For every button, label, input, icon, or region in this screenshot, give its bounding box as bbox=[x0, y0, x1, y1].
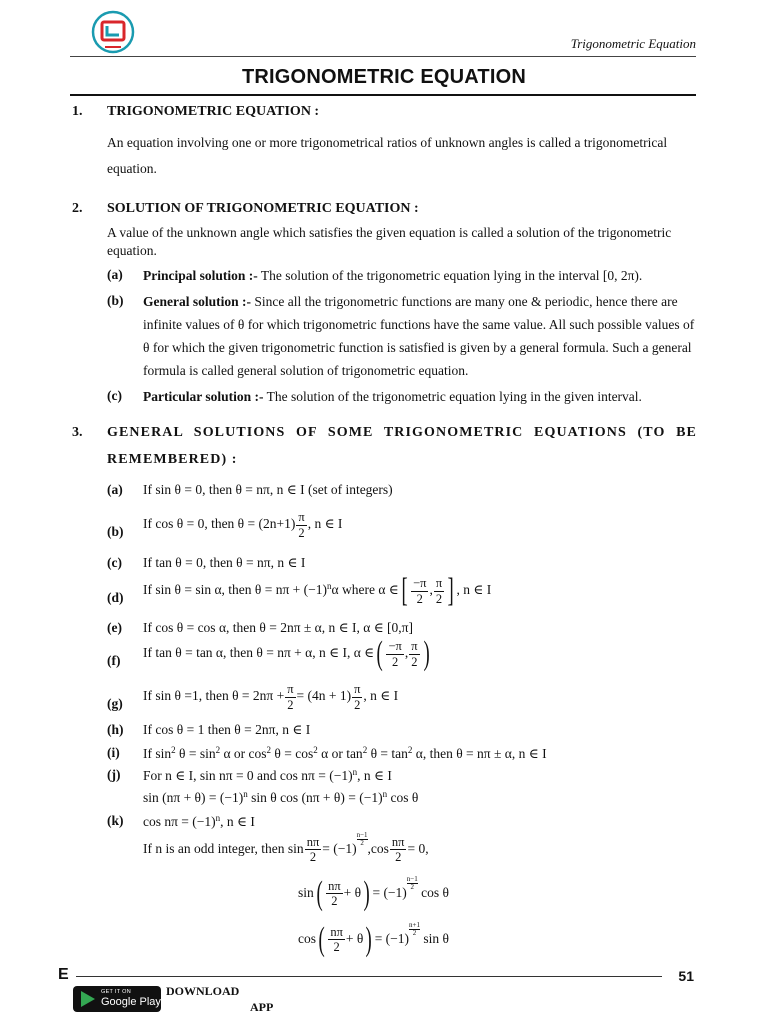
item-2c-text bbox=[143, 385, 699, 408]
item-3j-line2 bbox=[143, 789, 418, 806]
section-1-number: 1. bbox=[72, 104, 83, 119]
k-part: cos θ bbox=[417, 885, 449, 900]
exponent-2: 2 bbox=[266, 745, 272, 755]
item-2c-term: Particular solution :- bbox=[143, 389, 264, 404]
left-paren: ( bbox=[376, 635, 383, 672]
numerator: n−1 bbox=[356, 831, 368, 839]
item-3c-label: (c) bbox=[107, 555, 122, 570]
numerator: π bbox=[435, 576, 443, 590]
left-bracket: [ bbox=[401, 572, 408, 609]
right-paren: ) bbox=[423, 635, 430, 672]
denominator: 2 bbox=[411, 591, 428, 606]
item-3b-label: (b) bbox=[107, 524, 124, 539]
numerator: nπ bbox=[306, 834, 320, 849]
badge-big-text: Google Play bbox=[101, 996, 161, 1008]
denominator: 2 bbox=[407, 883, 418, 891]
section-2-number: 2. bbox=[72, 201, 83, 216]
app-label[interactable]: APP bbox=[250, 1000, 274, 1014]
numerator: π bbox=[411, 639, 418, 653]
n-pi-over-2-fraction bbox=[326, 880, 343, 908]
item-3k-line1 bbox=[143, 813, 255, 830]
exponent-n: n bbox=[243, 789, 248, 799]
k-part: ,cos bbox=[367, 841, 389, 856]
item-3a-label: (a) bbox=[107, 482, 123, 497]
item-3g-equation bbox=[143, 683, 398, 711]
logo-graphic bbox=[88, 8, 138, 58]
numerator: n−1 bbox=[406, 875, 418, 883]
header-divider bbox=[70, 56, 696, 57]
item-3k-odd-equation bbox=[143, 832, 429, 864]
pi-over-2-fraction bbox=[409, 640, 419, 668]
i-part: α, then θ = nπ ± α, n ∈ I bbox=[412, 746, 547, 761]
numerator: π bbox=[287, 682, 294, 696]
item-3d-label: (d) bbox=[107, 590, 124, 605]
j-part: , n ∈ I bbox=[357, 768, 392, 783]
pi-over-2-fraction bbox=[296, 511, 306, 539]
section-1-text: An equation involving one or more trigonometrical ratios of unknown angles is called a trigonometrical equation. bbox=[107, 135, 668, 176]
item-3b-post: , n ∈ I bbox=[307, 516, 343, 532]
denominator: 2 bbox=[357, 839, 368, 847]
n-pi-over-2-fraction bbox=[305, 836, 322, 864]
neg-pi-over-2-fraction bbox=[386, 640, 403, 668]
item-3d-post: , n ∈ I bbox=[456, 582, 492, 598]
item-3d-equation bbox=[143, 572, 492, 609]
footer-letter: E bbox=[58, 966, 69, 983]
item-3f-equation bbox=[143, 635, 432, 672]
k-part: sin θ bbox=[419, 931, 449, 946]
k-part: cos bbox=[298, 931, 316, 946]
item-2a-text bbox=[143, 264, 699, 287]
numerator: n+1 bbox=[409, 921, 420, 929]
k-part: cos nπ = (−1) bbox=[143, 814, 216, 829]
item-3d-pre: If sin θ = sin α, then θ = nπ + (−1) bbox=[143, 582, 328, 598]
item-2c-body: The solution of the trigonometric equation lying in the given interval. bbox=[263, 389, 642, 404]
section-2-text: A value of the unknown angle which satisfies the given equation is called a solution of the trigonometric equation. bbox=[107, 225, 672, 258]
item-3e-equation: If cos θ = cos α, then θ = 2nπ ± α, n ∈ I, α ∈ [0,π] bbox=[143, 620, 413, 635]
neg-pi-over-2-fraction bbox=[411, 577, 428, 605]
footer-divider bbox=[76, 976, 662, 977]
badge-small-text: GET IT ON bbox=[101, 989, 132, 995]
denominator: 2 bbox=[328, 939, 345, 954]
j-part: sin (nπ + θ) = (−1) bbox=[143, 790, 244, 805]
item-2a-body: The solution of the trigonometric equation lying in the interval [0, 2π). bbox=[257, 268, 643, 283]
item-3g-pre: If sin θ =1, then θ = 2nπ + bbox=[143, 688, 285, 704]
k-part: + θ bbox=[343, 885, 362, 900]
numerator: π bbox=[298, 510, 305, 524]
item-3f-label: (f) bbox=[107, 653, 121, 668]
exponent-fraction bbox=[409, 922, 420, 937]
item-3k-sin-equation bbox=[298, 874, 449, 912]
left-paren: ( bbox=[318, 920, 325, 958]
right-bracket: ] bbox=[447, 572, 454, 609]
k-odd-text: If n is an odd integer, then bbox=[143, 841, 285, 856]
section-3-number: 3. bbox=[72, 425, 83, 440]
n-pi-over-2-fraction bbox=[328, 926, 345, 954]
item-3a-equation: If sin θ = 0, then θ = nπ, n ∈ I (set of integers) bbox=[143, 482, 393, 497]
exponent-fraction bbox=[407, 876, 418, 891]
section-3-heading-line2: REMEMBERED) : bbox=[107, 452, 238, 467]
item-3j-line1 bbox=[143, 767, 392, 784]
google-play-badge[interactable] bbox=[73, 986, 161, 1012]
denominator: 2 bbox=[409, 654, 419, 669]
numerator: −π bbox=[413, 576, 427, 590]
exponent-n: n bbox=[352, 767, 358, 777]
play-icon bbox=[81, 991, 95, 1007]
denominator: 2 bbox=[296, 525, 306, 540]
page-title: TRIGONOMETRIC EQUATION bbox=[241, 66, 527, 88]
right-paren: ) bbox=[365, 920, 373, 958]
k-part: , n ∈ I bbox=[220, 814, 255, 829]
pi-over-2-fraction bbox=[352, 683, 362, 711]
item-3b-equation bbox=[143, 511, 342, 539]
j-part: sin θ cos (nπ + θ) = (−1) bbox=[247, 790, 383, 805]
brand-logo bbox=[88, 8, 138, 58]
item-3g-post: , n ∈ I bbox=[363, 688, 399, 704]
numerator: π bbox=[354, 682, 361, 696]
k-part: sin bbox=[287, 841, 304, 856]
k-part: sin bbox=[298, 885, 314, 900]
denominator: 2 bbox=[326, 893, 343, 908]
item-3e-label: (e) bbox=[107, 620, 122, 635]
item-3k-label: (k) bbox=[107, 813, 124, 828]
i-part: α or cos bbox=[220, 746, 267, 761]
left-paren: ( bbox=[316, 874, 323, 912]
item-2b-label: (b) bbox=[107, 293, 124, 308]
section-2-heading: SOLUTION OF TRIGONOMETRIC EQUATION : bbox=[107, 201, 419, 216]
item-3i-label: (i) bbox=[107, 745, 120, 760]
numerator: nπ bbox=[391, 834, 405, 849]
n-pi-over-2-fraction bbox=[390, 836, 407, 864]
numerator: nπ bbox=[328, 878, 341, 893]
pi-over-2-fraction bbox=[285, 683, 295, 711]
k-part: = (−1) bbox=[372, 885, 407, 900]
comma: , bbox=[429, 582, 433, 598]
title-underline bbox=[70, 94, 696, 96]
header-chapter-title: Trigonometric Equation bbox=[570, 36, 696, 51]
exponent-fraction bbox=[357, 832, 368, 847]
denominator: 2 bbox=[352, 697, 362, 712]
item-2b-body: Since all the trigonometric functions are many one & periodic, hence there are infinite values of θ for which trigonometric functions have the same value. All such possible values of θ for which the given trigonometric function is satisfied is given by a general formula. Such a general formula is called general solution of trigonometric equation. bbox=[143, 294, 695, 378]
numerator: −π bbox=[388, 639, 402, 653]
item-3h-equation: If cos θ = 1 then θ = 2nπ, n ∈ I bbox=[143, 722, 311, 737]
section-1-heading: TRIGONOMETRIC EQUATION : bbox=[107, 104, 320, 119]
denominator: 2 bbox=[305, 849, 322, 864]
item-3j-label: (j) bbox=[107, 767, 121, 782]
item-2c-label: (c) bbox=[107, 388, 122, 403]
item-3d-mid: α where α ∈ bbox=[331, 582, 399, 598]
j-part: For n ∈ I, sin nπ = 0 and cos nπ = (−1) bbox=[143, 768, 353, 783]
section-3-heading-line1: GENERAL SOLUTIONS OF SOME TRIGONOMETRIC EQUATIONS (TO BE bbox=[107, 425, 697, 440]
k-part: = (−1) bbox=[322, 841, 357, 856]
denominator: 2 bbox=[390, 849, 407, 864]
item-3c-equation: If tan θ = 0, then θ = nπ, n ∈ I bbox=[143, 555, 306, 570]
exponent-2: 2 bbox=[171, 745, 176, 755]
comma: , bbox=[404, 645, 409, 661]
exponent-2: 2 bbox=[407, 745, 413, 755]
k-part: = (−1) bbox=[374, 931, 410, 946]
exponent-2: 2 bbox=[313, 745, 318, 755]
pi-over-2-fraction bbox=[434, 577, 444, 605]
i-part: θ = cos bbox=[271, 746, 314, 761]
page-number: 51 bbox=[678, 968, 694, 984]
item-3f-pre: If tan θ = tan α, then θ = nπ + α, n ∈ I, α ∈ bbox=[143, 645, 375, 661]
item-3b-pre: If cos θ = 0, then θ = (2n+1) bbox=[143, 516, 296, 532]
i-part: If sin bbox=[143, 746, 172, 761]
download-label[interactable]: DOWNLOAD bbox=[166, 984, 240, 998]
exponent-n: n bbox=[382, 789, 388, 799]
item-2b-term: General solution :- bbox=[143, 294, 251, 309]
denominator: 2 bbox=[386, 654, 403, 669]
item-2a-label: (a) bbox=[107, 267, 123, 282]
right-paren: ) bbox=[363, 874, 370, 912]
item-3g-mid: = (4n + 1) bbox=[296, 688, 352, 704]
numerator: nπ bbox=[330, 924, 343, 939]
denominator: 2 bbox=[409, 929, 420, 937]
denominator: 2 bbox=[285, 697, 295, 712]
exponent-2: 2 bbox=[362, 745, 368, 755]
k-part: = 0, bbox=[407, 841, 429, 856]
item-3i-equation bbox=[143, 745, 547, 762]
exponent-2: 2 bbox=[215, 745, 221, 755]
item-3k-cos-equation bbox=[298, 920, 449, 958]
i-part: θ = sin bbox=[175, 746, 216, 761]
exponent-n: n bbox=[327, 581, 332, 592]
item-3g-label: (g) bbox=[107, 696, 123, 711]
i-part: θ = tan bbox=[367, 746, 408, 761]
i-part: α or tan bbox=[317, 746, 363, 761]
item-3h-label: (h) bbox=[107, 722, 124, 737]
denominator: 2 bbox=[434, 591, 444, 606]
item-2a-term: Principal solution :- bbox=[143, 268, 258, 283]
k-part: + θ bbox=[345, 931, 364, 946]
j-part: cos θ bbox=[387, 790, 419, 805]
exponent-n: n bbox=[215, 813, 221, 823]
item-2b-text bbox=[143, 290, 699, 382]
